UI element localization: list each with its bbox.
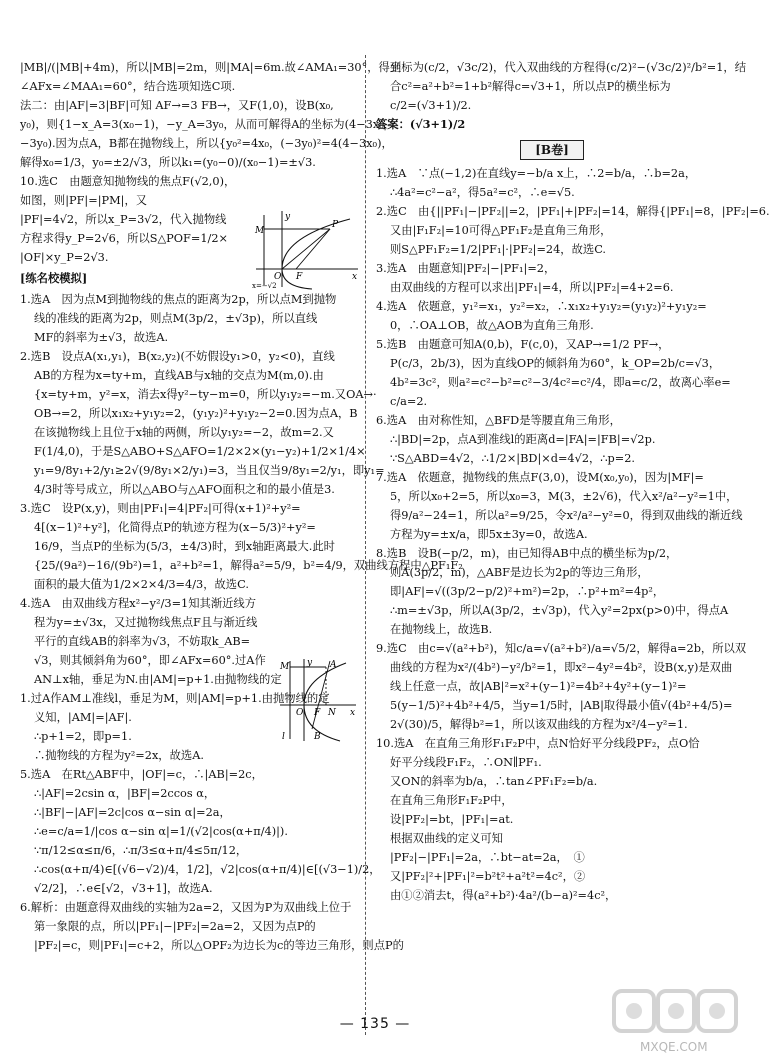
text-line: 答案：(√3+1)/2	[376, 117, 466, 131]
text-line: 得9/a²−24=1，所以a²=9/25，令x²/a²−y²=0，得到双曲线的渐近线	[390, 509, 743, 522]
text-line: 16/9，当点P的坐标为(5/3，±4/3)时，到x轴距离最大.此时	[34, 540, 335, 553]
text-line: 第一象限的点，所以|PF₁|−|PF₂|=2a=2，又因为点P的	[34, 920, 316, 933]
text-line: 5(y−1/5)²+4b²+4/5，当y=1/5时，|AB|取得最小值√(4b²+4/5)=	[390, 699, 733, 712]
text-line: 平行的直线AB的斜率为√3，不妨取k_AB=	[34, 635, 251, 648]
text-line: 8.选B 设B(−p/2，m)，由已知得AB中点的横坐标为p/2，	[376, 547, 678, 560]
text-line: ∴4a²=c²−a²，得5a²=c²，∴e=√5.	[390, 186, 575, 199]
text-line: |PF₂|−|PF₁|=2a，∴bt−at=2a， ①	[390, 851, 585, 864]
text-line: 解得x₀=1/3，y₀=±2/√3，所以k₁=(y₀−0)/(x₀−1)=±√3.	[20, 156, 316, 169]
text-line: 5.选B 由题意可知A(0,b)，F(c,0)，又AP→=1/2 PF→，	[376, 338, 670, 351]
text-line: ∵S△ABD=4√2，∴1/2×|BD|×d=4√2，∴p=2.	[390, 452, 635, 465]
text-line: 4.选A 由双曲线方程x²−y²/3=1知其渐近线方	[20, 597, 257, 610]
text-line: 2.选C 由{||PF₁|−|PF₂||=2，|PF₁|+|PF₂|=14，解得{|PF₁|=8，|PF₂|=6.	[376, 205, 770, 218]
text-line: 3.选A 由题意知|PF₂|−|PF₁|=2，	[376, 262, 556, 275]
text-line: 合c²=a²+b²=1+b²解得c=√3+1，所以点P的横坐标为	[390, 80, 671, 93]
text-line: 线上任意一点，故|AB|²=x²+(y−1)²=4b²+4y²+(y−1)²=	[390, 680, 687, 693]
text-line: ∠AFx=∠MAA₁=60°，结合选项知选C项.	[20, 80, 236, 93]
text-line: 4b²=3c²，则a²=c²−b²=c²−3/4c²=c²/4，即a=c/2，故离心率e=	[390, 376, 731, 389]
text-line: P(c/3，2b/3)，因为直线OP的倾斜角为60°，k_OP=2b/c=√3，	[390, 357, 721, 370]
text-line: MF的斜率为±√3，故选A.	[34, 331, 169, 344]
f1-label-f: F	[296, 272, 303, 282]
text-line: 5.选A 在Rt△ABF中，|OF|=c，∴|AB|=2c，	[20, 768, 263, 781]
section-b-heading: [B卷]	[376, 140, 728, 160]
text-line: 6.解析：由题意得双曲线的实轴为2a=2，又因为P为双曲线上位于	[20, 901, 352, 914]
text-line: 4/3时等号成立，所以△ABO与△AFO面积之和的最小值是3.	[34, 483, 335, 496]
text-line: 在该抛物线上且位于x轴的两侧，所以y₁y₂=−2，故m=2.又	[34, 426, 334, 439]
text-line: 好平分线段F₁F₂，∴ON∥PF₁.	[390, 756, 542, 769]
text-line: 又ON的斜率为b/a，∴tan∠PF₁F₂=b/a.	[390, 775, 598, 788]
text-line: 方程求得y_P=2√6，所以S△POF=1/2×	[20, 232, 228, 245]
f2-label-y: y	[307, 658, 313, 668]
text-line: 4.选A 依题意，y₁²=x₁，y₂²=x₂，∴x₁x₂+y₁y₂=(y₁y₂)²+y₁y₂=	[376, 300, 707, 313]
text-line: 方程为y=±x/a，即5x±3y=0，故选A.	[390, 528, 588, 541]
text-line: 6.选A 由对称性知，△BFD是等腰直角三角形，	[376, 414, 621, 427]
text-line: 又|PF₂|²+|PF₁|²=b²t²+a²t²=4c²，②	[390, 870, 586, 883]
text-line: 10.选C 由题意知抛物线的焦点F(√2,0)，	[20, 175, 236, 188]
text-line: 4[(x−1)²+y²]，化简得点P的轨迹方程为(x−5/3)²+y²=	[34, 521, 316, 534]
text-line: 在直角三角形F₁F₂P中，	[390, 794, 513, 807]
text-line: ∴抛物线的方程为y²=2x，故选A.	[34, 749, 204, 762]
text-line: 面积的最大值为1/2×2×4/3=4/3，故选C.	[34, 578, 249, 591]
text-line: 根据双曲线的定义可知	[390, 832, 503, 845]
text-line: 线的准线的距离为2p，则点M(3p/2，±√3p)，所以直线	[34, 312, 318, 325]
text-line: 1.选A ∵点(−1,2)在直线y=−b/a x上，∴2=b/a，∴b=2a，	[376, 167, 697, 180]
f2-label-a: A	[330, 660, 337, 670]
text-line: OB→=2，所以x₁x₂+y₁y₂=2，(y₁y₂)²+y₁y₂−2=0.因为点A，B	[34, 407, 358, 420]
text-line: 法二：由|AF|=3|BF|可知 AF→=3 FB→，又F(1,0)，设B(x₀,	[20, 99, 334, 112]
f1-label-o: O	[274, 272, 282, 282]
text-line: 10.选A 在直角三角形F₁F₂P中，点N恰好平分线段PF₂，点O恰	[376, 737, 700, 750]
text-line: c/2=(√3+1)/2.	[390, 99, 472, 112]
f2-label-b: B	[314, 732, 321, 742]
text-line: 则S△PF₁F₂=1/2|PF₁|·|PF₂|=24，故选C.	[390, 243, 607, 256]
parabola-figure-2	[276, 655, 358, 743]
text-line: 即|AF|=√((3p/2−p/2)²+m²)=2p，∴p²+m²=4p²，	[390, 585, 665, 598]
column-divider	[365, 55, 366, 1035]
text-line: 程为y=±√3x，又过抛物线焦点F且与渐近线	[34, 616, 258, 629]
f2-label-f: F	[314, 708, 321, 718]
f1-pf-line	[296, 229, 330, 269]
text-line: y₀)，则{1−x_A=3(x₀−1)，−y_A=3y₀，从而可解得A的坐标为(4−3x₀，	[20, 118, 396, 131]
text-line: 5，所以x₀+2=5，所以x₀=3，M(3，±2√6)，代入x²/a²−y²=1中，	[390, 490, 738, 503]
text-line: ∴cos(α+π/4)∈[(√6−√2)/4，1/2]，√2|cos(α+π/4)|∈[(√3−1)/2，	[34, 863, 381, 876]
text-line: AB的方程为x=ty+m，直线AB与x轴的交点为M(m,0).由	[34, 369, 324, 382]
text-line: {x=ty+m，y²=x，消去x得y²−ty−m=0，所以y₁y₂=−m.又OA→·	[34, 388, 377, 401]
right-block-1	[376, 58, 746, 134]
section-practice-heading: [练名校模拟]	[20, 271, 88, 285]
text-line: 1.选A 因为点M到抛物线的焦点的距离为2p，所以点M到抛物	[20, 293, 337, 306]
text-line: F(1/4,0)，于是S△ABO+S△AFO=1/2×2×(y₁−y₂)+1/2×1/4×	[34, 445, 366, 458]
watermark-text: MXQE.COM	[640, 1040, 708, 1054]
text-line: √3，则其倾斜角为60°，即∠AFx=60°.过A作	[34, 654, 266, 667]
f1-label-m: M	[255, 226, 265, 236]
text-line: 曲线的方程为x²/(4b²)−y²/b²=1，即x²−4y²=4b²，设B(x,y)是双曲	[390, 661, 733, 674]
f2-ab-line	[312, 661, 330, 729]
text-line: 2√(30)/5，解得b²=1，所以该双曲线的方程为x²/4−y²=1.	[390, 718, 688, 731]
left-block-3	[20, 594, 404, 955]
f2-label-x: x	[350, 708, 356, 718]
text-line: ∴e=c/a=1/|cos α−sin α|=1/(√2|cos(α+π/4)|).	[34, 825, 288, 838]
right-column	[376, 58, 770, 905]
text-line: √2/2]，∴e∈[√2，√3+1]，故选A.	[34, 882, 213, 895]
text-line: 由双曲线的方程可以求出|PF₁|=4，所以|PF₂|=4+2=6.	[390, 281, 674, 294]
f2-label-o: O	[296, 708, 304, 718]
text-line: 由①②消去t，得(a²+b²)·4a²/(b−a)²=4c²，	[390, 889, 617, 902]
text-line: 又由|F₁F₂|=10可得△PF₁F₂是直角三角形，	[390, 224, 612, 237]
text-line: ∴|BD|=2p，点A到准线l的距离d=|FA|=|FB|=√2p.	[390, 433, 656, 446]
text-line: |OF|×y_P=2√3.	[20, 251, 109, 264]
f1-label-p: P	[332, 220, 339, 230]
text-line: 设|PF₂|=bt，|PF₁|=at.	[390, 813, 514, 826]
text-line: ∴m=±√3p，所以A(3p/2，±√3p)，代入y²=2px(p>0)中，得点A	[390, 604, 729, 617]
f2-label-n: N	[328, 708, 336, 718]
text-line: y₁=9/8y₁+2/y₁≥2√(9/8y₁×2/y₁)=3，当且仅当9/8y₁=2/y₁，即y₁=	[34, 464, 385, 477]
text-line: ∴p+1=2，即p=1.	[34, 730, 132, 743]
text-line: 7.选A 依题意，抛物线的焦点F(3,0)，设M(x₀,y₀)，因为|MF|=	[376, 471, 704, 484]
text-line: |PF₂|=c，则|PF₁|=c+2，所以△OPF₂为边长为c的等边三角形，则点P的	[34, 939, 404, 952]
text-line: 2.选B 设点A(x₁,y₁)，B(x₂,y₂)(不妨假设y₁>0，y₂<0)，直线	[20, 350, 335, 363]
f1-label-x: x	[352, 272, 358, 282]
f2-label-m: M	[280, 662, 290, 672]
f2-label-l: l	[282, 732, 285, 742]
f1-label-y: y	[285, 212, 291, 222]
text-line: 0，∴OA⊥OB，故△AOB为直角三角形.	[390, 319, 594, 332]
text-line: c/a=2.	[390, 395, 428, 408]
text-line: 1.过A作AM⊥准线l，垂足为M，则|AM|=p+1.由抛物线的定	[20, 692, 330, 705]
text-line: ∴|BF|−|AF|=2c|cos α−sin α|=2a，	[34, 806, 231, 819]
text-line: −3y₀).因为点A，B都在抛物线上，所以{y₀²=4x₀，(−3y₀)²=4(4−3x₀)，	[20, 137, 393, 150]
text-line: 义知，|AM|=|AF|.	[34, 711, 132, 724]
text-line: 坐标为(c/2，√3c/2)，代入双曲线的方程得(c/2)²−(√3c/2)²/b²=1，结	[390, 61, 746, 74]
right-block-2	[376, 164, 770, 905]
text-line: |PF|=4√2，所以x_P=3√2，代入抛物线	[20, 213, 227, 226]
text-line: 9.选C 由c=√(a²+b²)，知c/a=√(a²+b²)/a=√5/2，解得a=2b，所以双	[376, 642, 747, 655]
text-line: ∴|AF|=2csin α，|BF|=2ccos α，	[34, 787, 216, 800]
text-line: |MB|/(|MB|+4m)，所以|MB|=2m，则|MA|=6m.故∠AMA₁=30°，得到	[20, 61, 402, 74]
text-line: ∵π/12≤α≤π/6，∴π/3≤α+π/4≤5π/12，	[34, 844, 248, 857]
text-line: 在抛物线上，故选B.	[390, 623, 493, 636]
text-line: AN⊥x轴，垂足为N.由|AM|=p+1.由抛物线的定	[34, 673, 282, 686]
parabola-figure-1	[252, 207, 362, 289]
text-line: 3.选C 设P(x,y)，则由|PF₁|=4|PF₂|可得(x+1)²+y²=	[20, 502, 301, 515]
text-line: 如图，则|PF|=|PM|，又	[20, 194, 148, 207]
text-line: {25/(9a²)−16/(9b²)=1，a²+b²=1，解得a²=5/9，b²=4/9，双曲线方程中△PF₁F₂	[34, 559, 463, 572]
text-line: 则A(3p/2，m)，△ABF是边长为2p的等边三角形，	[390, 566, 649, 579]
f1-label-directrix: x=−√2	[252, 282, 277, 290]
f1-parabola	[282, 219, 350, 289]
page-number: — 135 —	[339, 1016, 411, 1032]
f2-parabola	[304, 663, 346, 741]
